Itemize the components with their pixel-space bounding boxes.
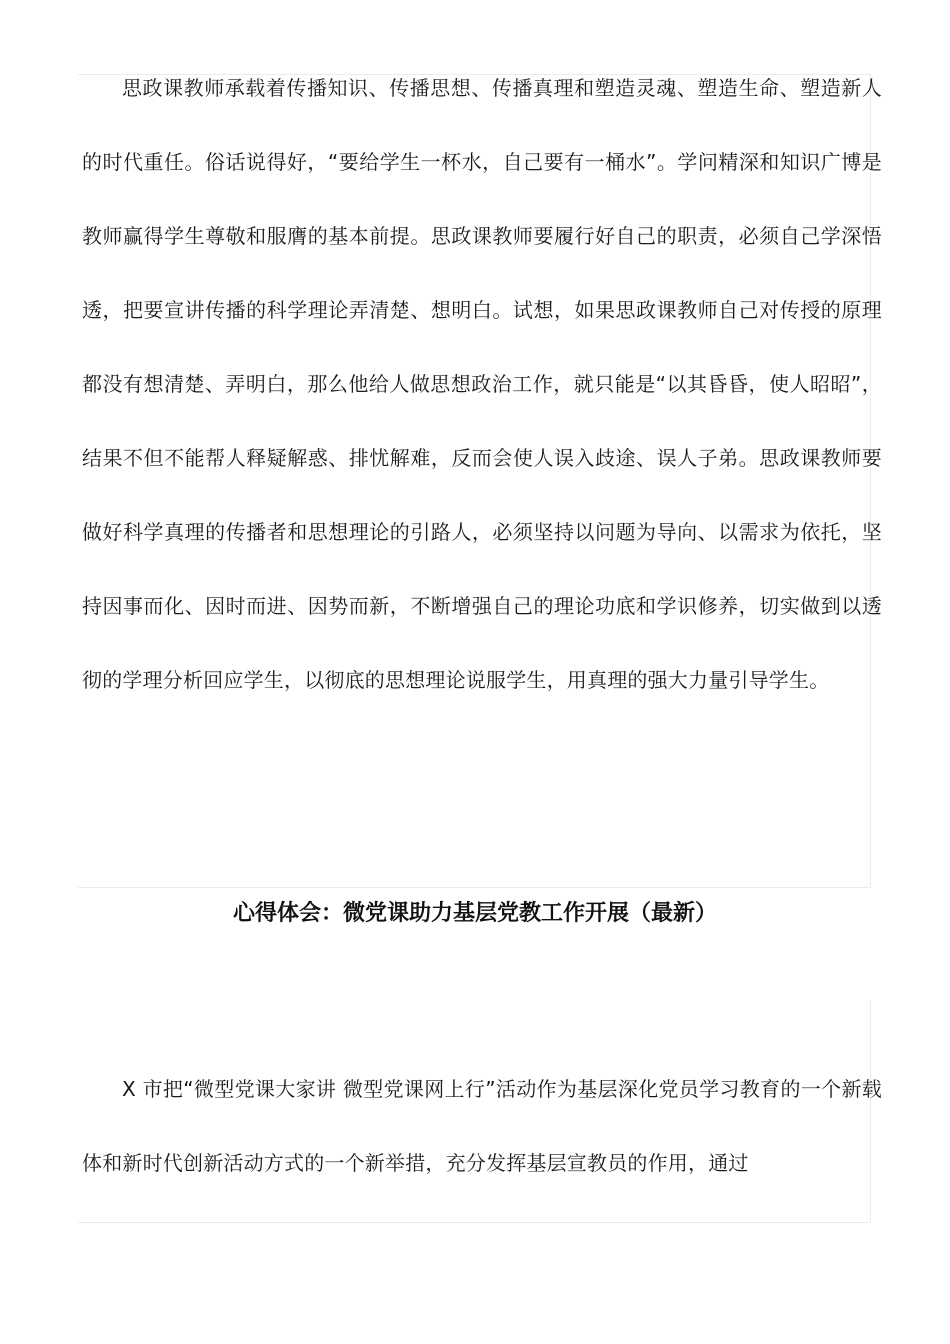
- body-paragraph-2: X 市把“微型党课大家讲 微型党课网上行”活动作为基层深化党员学习教育的一个新载体和新时代创新活动方式的一个新举措，充分发挥基层宣教员的作用，通过: [82, 1077, 882, 1175]
- section-heading: 心得体会：微党课助力基层党教工作开展（最新）: [232, 901, 717, 926]
- heading-separator-line: [78, 887, 870, 888]
- body-paragraph-1: 思政课教师承载着传播知识、传播思想、传播真理和塑造灵魂、塑造生命、塑造新人的时代重任。俗话说得好，“要给学生一杯水，自己要有一桶水”。学问精深和知识广博是教师赢得学生尊敬和服膺的基本前提。思政课教师要履行好自己的职责，必须自己学深悟透，把要宣讲传播的科学理论弄清楚、想明白。试想，如果思政课教师自己对传授的原理都没有想清楚、弄明白，那么他给人做思想政治工作，就只能是“以其昏昏，使人昭昭”，结果不但不能帮人释疑解惑、排忧解难，反而会使人误入歧途、误人子弟。思政课教师要做好科学真理的传播者和思想理论的引路人，必须坚持以问题为导向、以需求为依托，坚持因事而化、因时而进、因势而新，不断增强自己的理论功底和学识修养，切实做到以透彻的学理分析回应学生，以彻底的思想理论说服学生，用真理的强大力量引导学生。: [82, 76, 882, 692]
